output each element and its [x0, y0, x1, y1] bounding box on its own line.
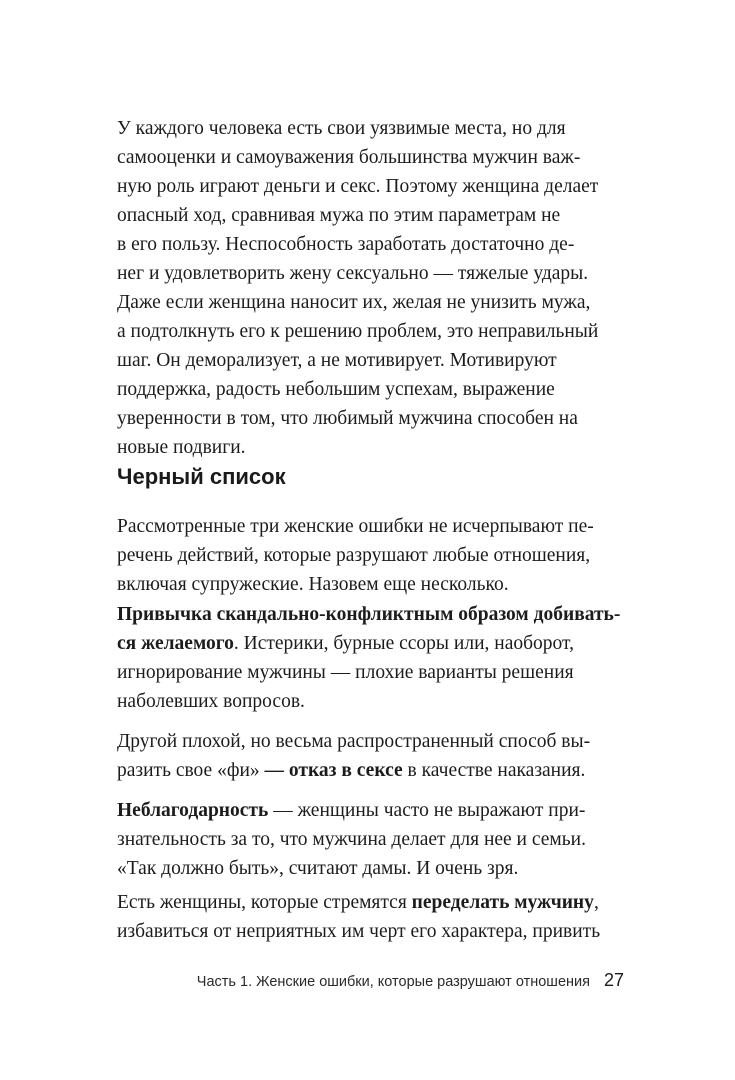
- section-heading: Черный список: [117, 464, 286, 489]
- text-line: Даже если женщина наносит их, желая не унизить мужа,: [117, 292, 591, 313]
- text-line: ную роль играют деньги и секс. Поэтому женщина делает: [117, 176, 599, 197]
- paragraph-vulnerable-places: [117, 114, 624, 462]
- text-line: речень действий, которые разрушают любые отношения,: [117, 545, 591, 566]
- bold-term: Привычка скандально-конфликтным образом добивать-: [117, 604, 621, 625]
- paragraph-remake-man: [117, 888, 624, 946]
- paragraph-scandal-habit: [117, 600, 624, 716]
- paragraph-sex-refusal: [117, 727, 624, 785]
- text-line: наболевших вопросов.: [117, 691, 305, 712]
- text-line: Другой плохой, но весьма распространенный способ вы-: [117, 731, 591, 752]
- mixed-line: Есть женщины, которые стремятся переделать мужчину,: [117, 892, 599, 913]
- text-line: а подтолкнуть его к решению проблем, это неправильный: [117, 321, 599, 342]
- paragraph-intro-list: [117, 512, 624, 599]
- bold-term-line: ся желаемого. Истерики, бурные ссоры или, наоборот,: [117, 633, 574, 654]
- text-line: новые подвиги.: [117, 437, 246, 458]
- text-line: в его пользу. Неспособность заработать достаточно де-: [117, 234, 575, 255]
- mixed-line: разить свое «фи» — отказ в сексе в качестве наказания.: [117, 760, 586, 781]
- text-line: самооценки и самоуважения большинства мужчин важ-: [117, 147, 581, 168]
- text-line: Рассмотренные три женские ошибки не исчерпывают пе-: [117, 516, 594, 537]
- paragraph-ingratitude: [117, 796, 624, 883]
- mixed-line: Неблагодарность — женщины часто не выражают при-: [117, 800, 586, 821]
- text-line: игнорирование мужчины — плохие варианты решения: [117, 662, 574, 683]
- text-line: шаг. Он деморализует, а не мотивирует. Мотивируют: [117, 350, 557, 371]
- running-title: Часть 1. Женские ошибки, которые разрушают отношения: [196, 974, 590, 990]
- text-line: избавиться от неприятных им черт его характера, привить: [117, 921, 601, 942]
- bold-term: переделать мужчину: [411, 892, 594, 913]
- text-line: У каждого человека есть свои уязвимые места, но для: [117, 118, 566, 139]
- page-number: 27: [603, 970, 624, 990]
- text-line: «Так должно быть», считают дамы. И очень зря.: [117, 858, 519, 879]
- text-line: знательность за то, что мужчина делает для нее и семьи.: [117, 829, 586, 850]
- text-line: опасный ход, сравнивая мужа по этим параметрам не: [117, 205, 561, 226]
- text-line: уверенности в том, что любимый мужчина способен на: [117, 408, 578, 429]
- bold-term: — отказ в сексе: [264, 760, 403, 781]
- text-line: включая супружеские. Назовем еще несколько.: [117, 574, 509, 595]
- text-line: нег и удовлетворить жену сексуально — тяжелые удары.: [117, 263, 589, 284]
- page-footer: [197, 970, 624, 991]
- text-line: поддержка, радость небольшим успехам, выражение: [117, 379, 555, 400]
- bold-term: Неблагодарность: [117, 800, 269, 821]
